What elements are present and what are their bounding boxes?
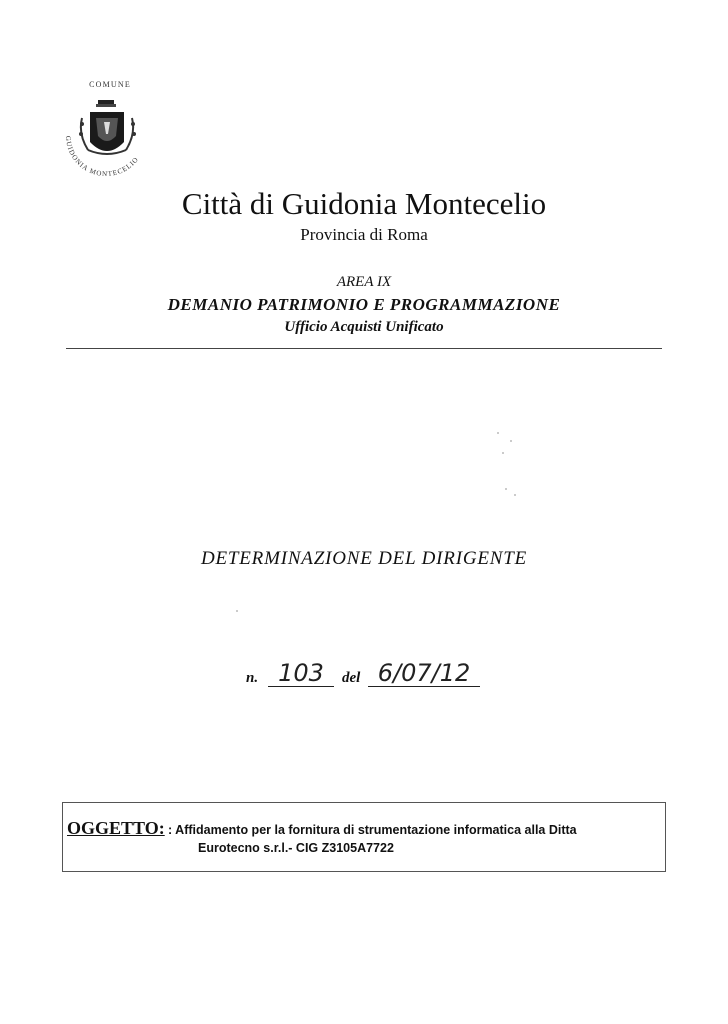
scan-speck <box>236 610 238 612</box>
scan-speck <box>510 440 512 442</box>
department-title: DEMANIO PATRIMONIO E PROGRAMMAZIONE <box>167 295 561 314</box>
date-handwritten: 6/07/12 <box>368 660 480 687</box>
scan-speck <box>514 494 516 496</box>
subject-text-line-1: : Affidamento per la fornitura di strumentazione informatica alla Ditta <box>168 823 577 837</box>
city-title: Città di Guidonia Montecelio <box>181 186 547 221</box>
province: Provincia di Roma <box>300 225 428 244</box>
scan-speck <box>505 488 507 490</box>
scan-speck <box>502 452 504 454</box>
number-handwritten: 103 <box>268 660 334 687</box>
subject-text-line-2: Eurotecno s.r.l.- CIG Z3105A7722 <box>198 841 394 855</box>
comune-label: COMUNE <box>89 80 131 89</box>
determination-title: DETERMINAZIONE DEL DIRIGENTE <box>200 548 528 569</box>
seal-ring-text: GUIDONIA MONTECELIO <box>63 135 141 179</box>
city-seal-emblem <box>58 78 154 186</box>
number-date-line <box>246 660 506 690</box>
office-name: Ufficio Acquisti Unificato <box>284 319 444 335</box>
header-divider <box>66 348 662 349</box>
area-label: AREA IX <box>336 274 392 290</box>
scan-speck <box>497 432 499 434</box>
date-label: del <box>342 670 361 686</box>
number-label: n. <box>246 670 259 686</box>
subject-label: OGGETTO: <box>67 818 165 838</box>
